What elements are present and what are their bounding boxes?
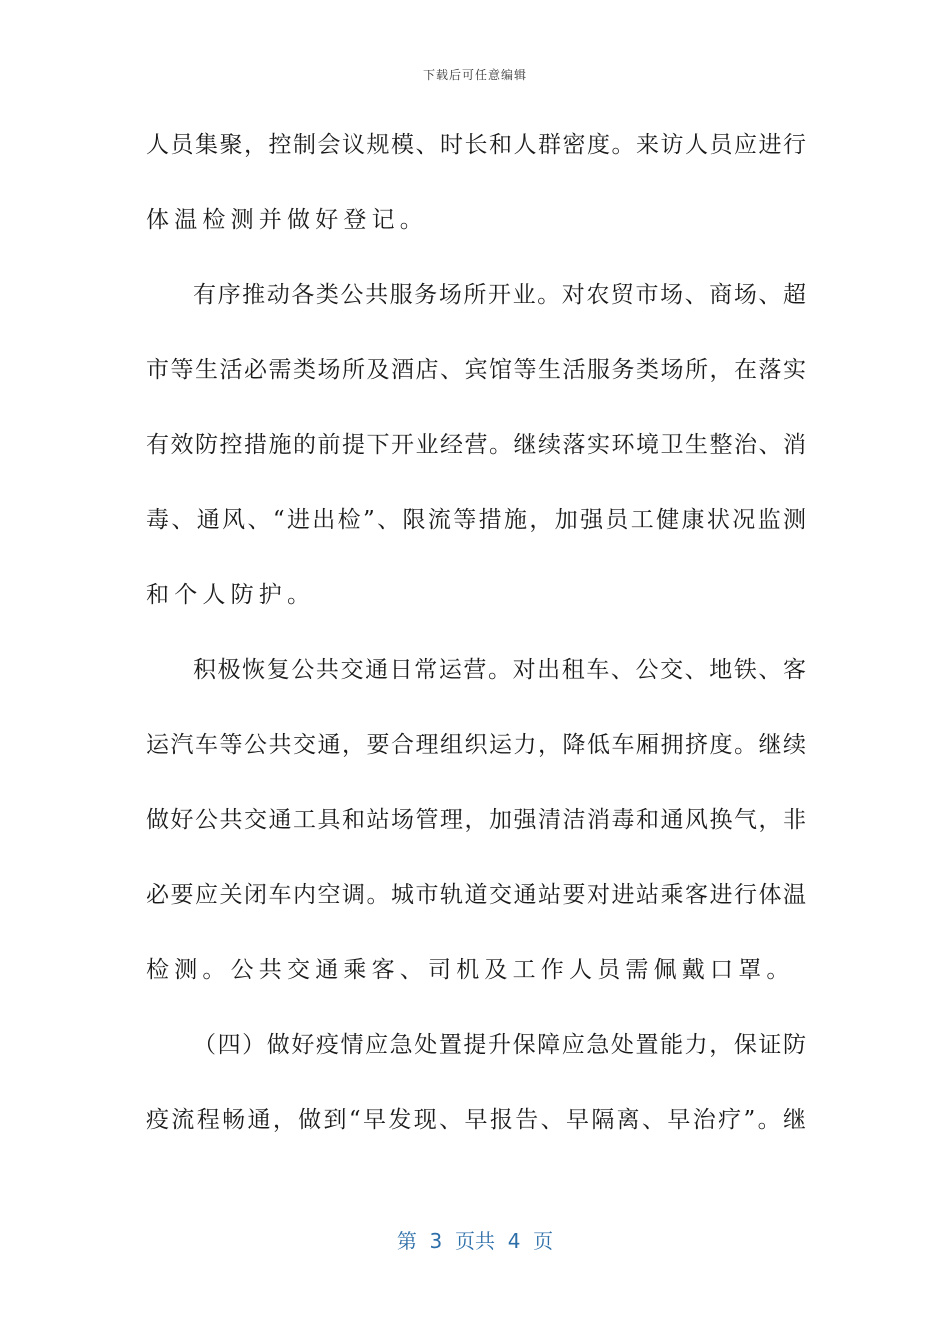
body-line: 做好公共交通工具和站场管理，加强清洁消毒和通风换气，非: [146, 807, 806, 833]
body-line: 必要应关闭车内空调。城市轨道交通站要对进站乘客进行体温: [146, 882, 806, 908]
paragraph-first-line: （四）做好疫情应急处置提升保障应急处置能力，保证防: [193, 1032, 806, 1058]
body-line: 毒、通风、“进出检”、限流等措施，加强员工健康状况监测: [146, 507, 806, 533]
body-line: 疫流程畅通，做到“早发现、早报告、早隔离、早治疗”。继: [146, 1107, 806, 1133]
body-line: 人员集聚，控制会议规模、时长和人群密度。来访人员应进行: [146, 132, 806, 158]
body-line: 检测。公共交通乘客、司机及工作人员需佩戴口罩。: [146, 957, 795, 983]
body-line: 体温检测并做好登记。: [146, 207, 428, 233]
page-number-footer: 第 3 页共 4 页: [396, 1229, 554, 1253]
paragraph-first-line: 积极恢复公共交通日常运营。对出租车、公交、地铁、客: [193, 657, 806, 683]
body-line: 有效防控措施的前提下开业经营。继续落实环境卫生整治、消: [146, 432, 806, 458]
body-line: 和个人防护。: [146, 582, 316, 608]
page-header: 下载后可任意编辑: [422, 68, 527, 82]
paragraph-first-line: 有序推动各类公共服务场所开业。对农贸市场、商场、超: [193, 282, 806, 308]
body-line: 运汽车等公共交通，要合理组织运力，降低车厢拥挤度。继续: [146, 732, 806, 758]
body-line: 市等生活必需类场所及酒店、宾馆等生活服务类场所，在落实: [146, 357, 806, 383]
